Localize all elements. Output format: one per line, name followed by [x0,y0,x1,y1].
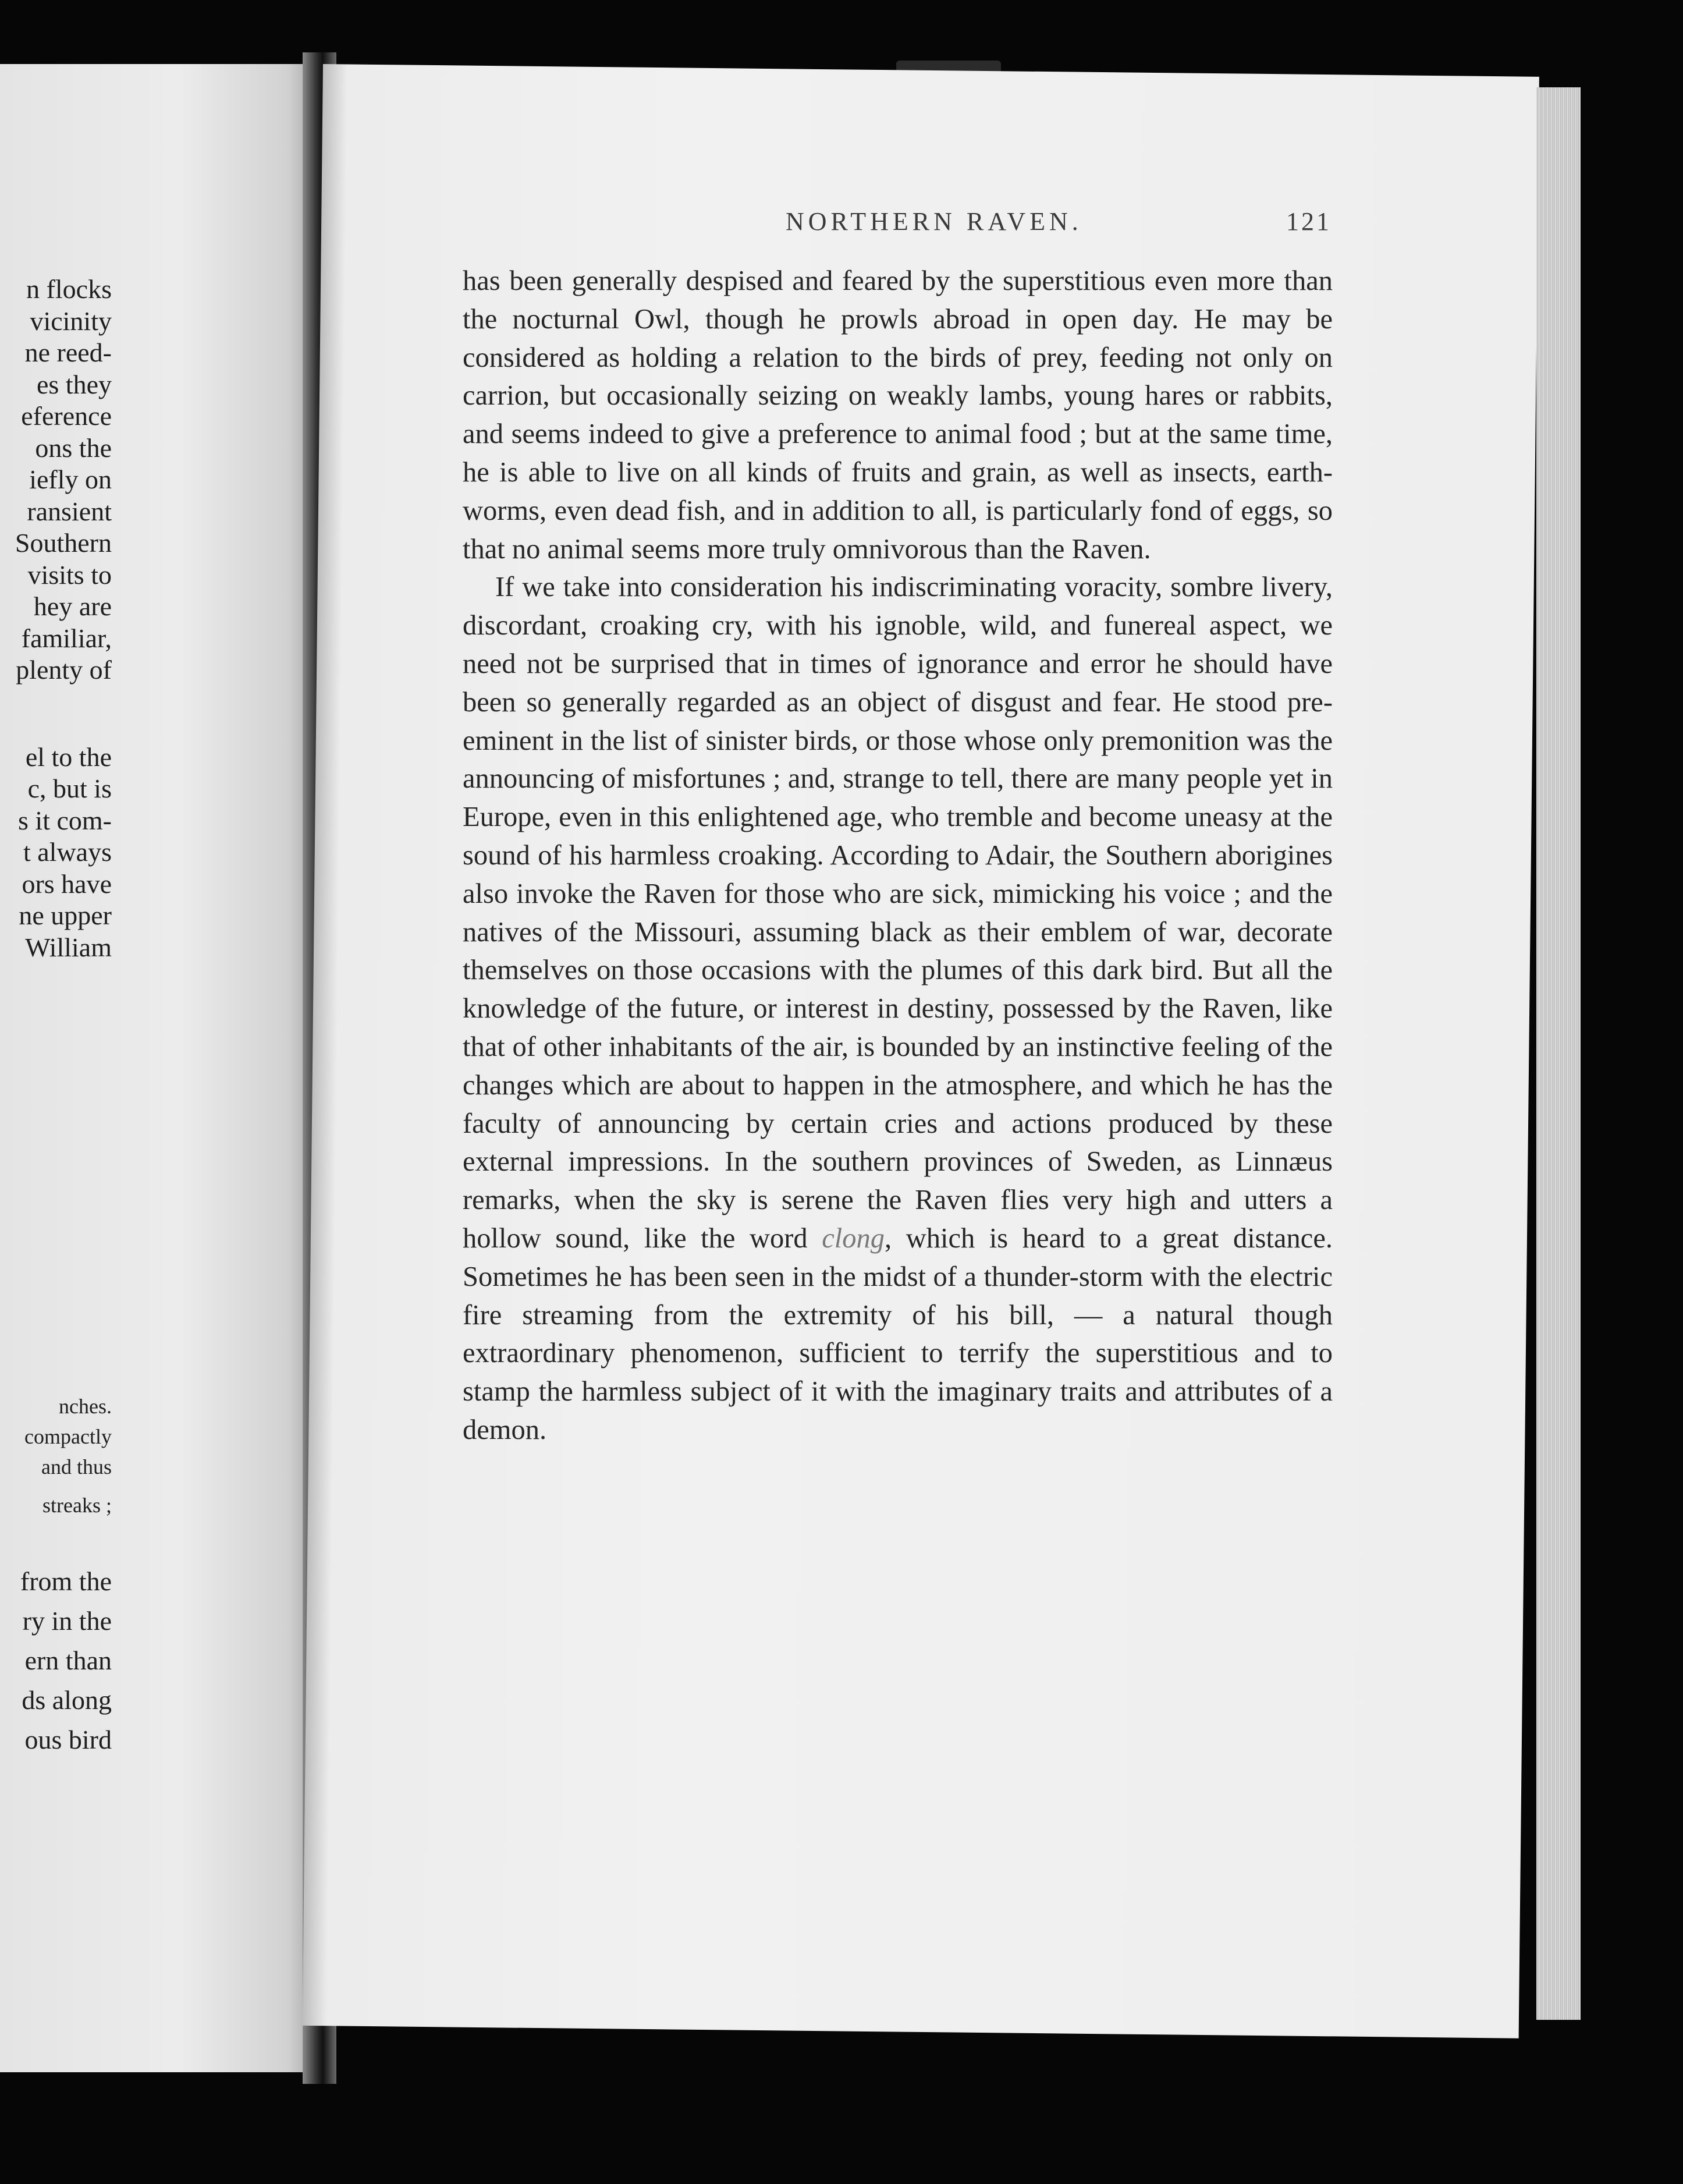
left-page-line: from the [20,1566,112,1596]
paragraph [463,262,1333,568]
left-page-line: ern than [24,1646,112,1675]
paragraph [463,568,1333,1449]
left-page-line: plenty of [16,655,112,685]
body-text [463,262,1333,1449]
left-page-line: s it com- [18,805,112,835]
left-page-line: ons the [35,432,112,463]
page-number: 121 [1286,207,1332,236]
left-page-line: hey are [33,591,112,621]
left-page-line: ry in the [22,1606,112,1636]
left-page-line: iefly on [29,465,112,494]
left-page-line: t always [23,837,112,867]
left-page-line: William [25,932,112,962]
left-page-line: ransient [27,496,112,526]
left-page-line: ous bird [24,1725,112,1754]
running-head-title: NORTHERN RAVEN. [786,207,1082,236]
page-edges [1536,87,1581,2020]
left-page-line: ne reed- [24,338,112,367]
left-page-line: visits to [27,559,112,590]
left-page-line: eference [21,401,112,431]
paragraph-text: , which is heard to a great distance. Sometimes he has been seen in the midst of a thunder-storm with the electric fire streaming from the extremity of his bill, — a natural though extraordinary phenomenon, sufficient to terrify the superstitious and to stamp the harmless subject of it with the imaginary traits and attributes of a demon. [463,1222,1333,1445]
left-page-line: and thus [41,1455,112,1479]
left-page-line: vicinity [30,306,112,336]
paragraph-text: has been generally despised and feared by the superstitious even more than the nocturnal Owl, though he prowls abroad in open day. He may be considered as holding a relation to the birds of prey, feeding not only on carrion, but occasionally seizing on weakly lambs, young hares or rabbits, and seems indeed to give a preference to animal food ; but at the same time, he is able to live on all kinds of fruits and grain, as well as insects, earth-worms, even dead fish, and in addition to all, is particularly fond of eggs, so that no animal seems more truly omnivorous than the Raven. [463,265,1333,565]
left-page-line: c, but is [27,774,112,803]
left-page-line: Southern [15,528,112,558]
left-page-line: ne upper [19,900,112,930]
left-page-line: ors have [22,868,112,899]
italic-word: clong [822,1222,885,1254]
left-page-line: el to the [25,742,112,772]
paragraph-text: If we take into consideration his indiscriminating voracity, sombre livery, discordant, croaking cry, with his ignoble, wild, and funereal aspect, we need not be surprised that in times of ignorance and error he should have been so generally regarded as an object of disgust and fear. He stood pre-eminent in the list of sinister birds, or those whose only premonition was the announcing of misfortunes ; and, strange to tell, there are many people yet in Europe, even in this enlightened age, who tremble and become uneasy at the sound of his harmless croaking. According to Adair, the Southern aborigines also invoke the Raven for those who are sick, mimicking his voice ; and the natives of the Missouri, assuming black as their emblem of war, decorate themselves on those occasions with the plumes of this dark bird. But all the knowledge of the future, or interest in destiny, possessed by the Raven, like that of other inhabitants of the air, is bounded by an instinctive feeling of the changes which are about to happen in the atmosphere, and which he has the faculty of announcing by certain cries and actions produced by these external impressions. In the southern provinces of Sweden, as Linnæus remarks, when the sky is serene the Raven flies very high and utters a hollow sound, like the word [463,572,1333,1254]
left-page-line: familiar, [21,623,112,653]
left-page [0,64,326,2072]
left-page-line: ds along [22,1685,112,1715]
left-page-line: compactly [24,1425,112,1448]
left-page-line: es they [36,369,112,399]
left-page-line: n flocks [26,274,112,304]
left-page-line: streaks ; [42,1494,112,1517]
left-page-line: nches. [59,1395,112,1418]
